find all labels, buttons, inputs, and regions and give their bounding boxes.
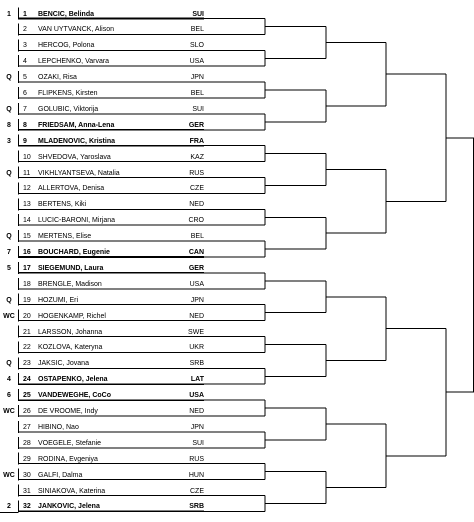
seed-label: 7 [7, 249, 11, 256]
draw-position: 27 [23, 423, 31, 431]
draw-position: 5 [23, 74, 27, 82]
player-name: VANDEWEGHE, CoCo [38, 392, 111, 400]
nationality: JPN [190, 296, 204, 304]
seed-label: Q [6, 360, 12, 368]
nationality: CAN [188, 249, 204, 256]
draw-position: 25 [23, 392, 31, 400]
nationality: SLO [189, 42, 204, 50]
nationality: SRB [189, 360, 204, 368]
player-name: HOZUMI, Eri [38, 296, 79, 304]
player-name: BRENGLE, Madison [38, 280, 102, 288]
player-name: LUCIC-BARONI, Mirjana [38, 217, 116, 225]
draw-position: 26 [23, 408, 31, 415]
nationality: SUI [192, 10, 204, 18]
draw-position: 12 [23, 185, 31, 193]
player-name: OZAKI, Risa [38, 74, 77, 82]
draw-position: 31 [23, 487, 31, 495]
nationality: RUS [189, 455, 204, 463]
nationality: LAT [190, 376, 204, 384]
seed-label: 2 [7, 503, 11, 511]
nationality: NED [189, 408, 204, 415]
seed-label: WC [3, 408, 15, 415]
player-name: FRIEDSAM, Anna-Lena [38, 121, 115, 129]
nationality: SUI [192, 105, 204, 113]
nationality: GER [188, 121, 204, 129]
draw-position: 10 [23, 153, 31, 161]
nationality: RUS [189, 169, 204, 177]
draw-position: 18 [23, 280, 31, 288]
player-name: HIBINO, Nao [38, 423, 79, 431]
player-name: MLADENOVIC, Kristina [38, 137, 116, 145]
seed-label: 3 [7, 137, 11, 145]
seed-label: Q [6, 296, 12, 304]
nationality: UKR [189, 344, 204, 352]
player-name: BERTENS, Kiki [38, 201, 87, 209]
nationality: CRO [188, 217, 204, 225]
draw-position: 13 [23, 201, 31, 209]
player-name: RODINA, Evgeniya [38, 455, 98, 463]
nationality: GER [188, 264, 204, 272]
nationality: JPN [190, 74, 204, 82]
nationality: BEL [190, 90, 204, 97]
seed-label: Q [6, 233, 12, 241]
draw-position: 17 [23, 264, 31, 272]
draw-position: 28 [23, 439, 31, 447]
draw-position: 11 [23, 169, 31, 177]
seed-label: 1 [7, 10, 11, 18]
draw-position: 7 [23, 105, 27, 113]
seed-label: 8 [7, 121, 11, 129]
player-name: OSTAPENKO, Jelena [38, 376, 108, 384]
player-name: VIKHLYANTSEVA, Natalia [38, 169, 120, 177]
seed-label: 6 [7, 392, 11, 400]
draw-position: 8 [23, 121, 27, 129]
player-name: HERCOG, Polona [38, 42, 95, 50]
draw-position: 20 [23, 312, 31, 320]
player-name: BENCIC, Belinda [38, 10, 95, 18]
player-name: SINIAKOVA, Katerina [38, 487, 106, 495]
nationality: FRA [189, 137, 204, 145]
nationality: SRB [189, 503, 204, 511]
nationality: SWE [188, 328, 204, 336]
seed-label: WC [3, 471, 15, 479]
player-name: MERTENS, Elise [38, 233, 92, 241]
player-name: FLIPKENS, Kirsten [38, 90, 98, 97]
draw-position: 16 [23, 249, 31, 256]
nationality: BEL [190, 26, 204, 34]
player-name: VOEGELE, Stefanie [38, 439, 102, 447]
player-name: SIEGEMUND, Laura [38, 264, 104, 272]
seed-label: WC [3, 312, 15, 320]
seed-label: Q [6, 74, 12, 82]
nationality: HUN [188, 471, 204, 479]
draw-position: 30 [23, 471, 31, 479]
draw-position: 15 [23, 233, 31, 241]
player-name: HOGENKAMP, Richel [38, 312, 106, 320]
player-name: BOUCHARD, Eugenie [38, 249, 110, 256]
player-name: DE VROOME, Indy [38, 408, 98, 415]
draw-position: 6 [23, 90, 27, 97]
player-name: GALFI, Dalma [38, 471, 83, 479]
seed-label: Q [6, 105, 12, 113]
nationality: BEL [190, 233, 204, 241]
draw-position: 23 [23, 360, 31, 368]
draw-position: 3 [23, 42, 27, 50]
player-name: VAN UYTVANCK, Alison [38, 26, 114, 34]
player-name: GOLUBIC, Viktorija [38, 105, 99, 113]
seed-label: 4 [7, 376, 11, 384]
draw-position: 29 [23, 455, 31, 463]
draw-position: 22 [23, 344, 31, 352]
draw-position: 24 [23, 376, 31, 384]
nationality: KAZ [190, 153, 204, 161]
draw-position: 14 [23, 217, 31, 225]
nationality: USA [189, 58, 204, 66]
nationality: USA [189, 392, 204, 400]
seed-label: Q [6, 169, 12, 177]
player-name: LEPCHENKO, Varvara [38, 58, 110, 66]
nationality: CZE [190, 185, 204, 193]
draw-position: 4 [23, 58, 27, 66]
draw-position: 2 [23, 26, 27, 34]
player-name: ALLERTOVA, Denisa [38, 185, 105, 193]
draw-position: 21 [23, 328, 31, 336]
player-name: LARSSON, Johanna [38, 328, 103, 336]
draw-position: 32 [23, 503, 31, 511]
draw-position: 9 [23, 137, 27, 145]
player-name: JAKSIC, Jovana [38, 360, 89, 368]
nationality: CZE [190, 487, 204, 495]
nationality: NED [189, 312, 204, 320]
nationality: NED [189, 201, 204, 209]
nationality: SUI [192, 439, 204, 447]
nationality: JPN [190, 423, 204, 431]
draw-position: 1 [23, 10, 27, 18]
player-name: JANKOVIC, Jelena [38, 503, 100, 511]
player-name: SHVEDOVA, Yaroslava [38, 153, 111, 161]
seed-label: 5 [7, 264, 11, 272]
player-name: KOZLOVA, Kateryna [38, 344, 103, 352]
draw-position: 19 [23, 296, 31, 304]
nationality: USA [189, 280, 204, 288]
